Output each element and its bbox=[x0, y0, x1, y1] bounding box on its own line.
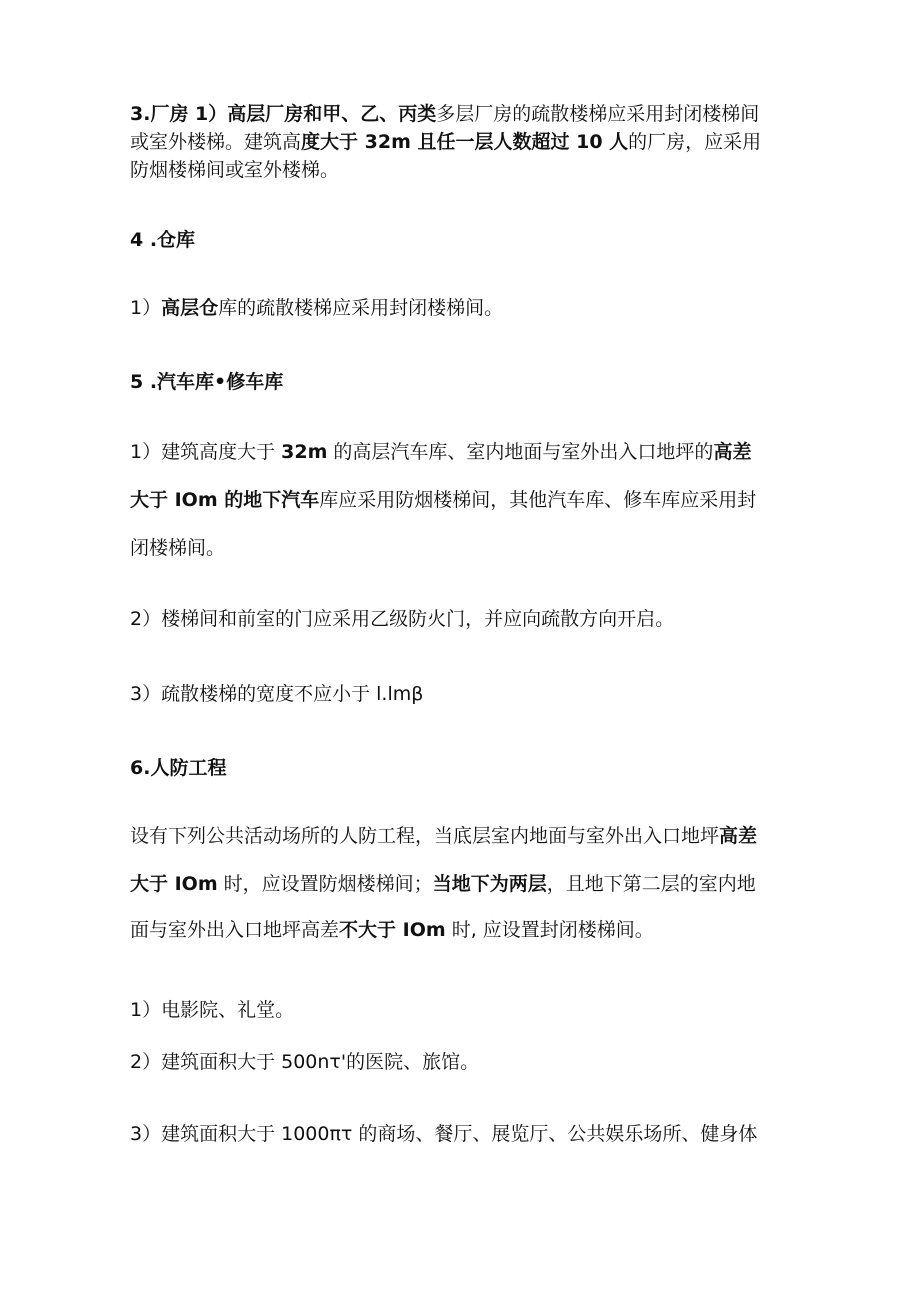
text: 1） bbox=[130, 297, 162, 319]
paragraph-garage-1-line-3 bbox=[130, 534, 795, 562]
text: 1）电影院、礼堂。 bbox=[130, 999, 295, 1021]
bold-text: 高差 bbox=[713, 441, 752, 463]
paragraph-factory-line-2 bbox=[130, 128, 795, 156]
bold-text: 大于 IOm 的地下汽车 bbox=[130, 489, 320, 511]
text: 库的疏散楼梯应采用封闭楼梯间。 bbox=[218, 297, 504, 319]
text: 3）疏散楼梯的宽度不应小于 l.lmβ bbox=[130, 683, 424, 705]
paragraph-civil-defense-line-2 bbox=[130, 870, 795, 898]
heading-warehouse: 4 .仓库 bbox=[130, 229, 196, 251]
text: ，且地下第二层的室内地 bbox=[546, 873, 756, 895]
text: 多层厂房的疏散楼梯应采用封闭楼梯间 bbox=[436, 103, 760, 125]
text: 2）建筑面积大于 500nτ'的医院、旅馆。 bbox=[130, 1051, 480, 1073]
heading-civil-defense: 6.人防工程 bbox=[130, 757, 227, 779]
text: 3）建筑面积大于 1000πτ 的商场、餐厅、展览厅、公共娱乐场所、健身体 bbox=[130, 1123, 758, 1145]
bold-text: 高层仓 bbox=[161, 297, 219, 319]
bold-text: 不大于 IOm bbox=[339, 919, 446, 941]
bold-text: 度大于 32m 且任一层人数超过 10 人 bbox=[301, 131, 629, 153]
text: 时，应设置防烟楼梯间； bbox=[217, 873, 433, 895]
heading-garage: 5 .汽车库•修车库 bbox=[130, 371, 284, 393]
text: 面与室外出入口地坪高差 bbox=[130, 919, 340, 941]
list-item-cinema bbox=[130, 996, 795, 1024]
paragraph-garage-1-line-1 bbox=[130, 438, 795, 466]
text: 闭楼梯间。 bbox=[130, 537, 226, 559]
list-item-hospital bbox=[130, 1048, 795, 1076]
paragraph-garage-1-line-2 bbox=[130, 486, 795, 514]
text: 的厂房，应采用 bbox=[628, 131, 762, 153]
paragraph-warehouse-1 bbox=[130, 294, 795, 322]
paragraph-civil-defense-line-1 bbox=[130, 822, 795, 850]
bold-text: 高差 bbox=[719, 825, 758, 847]
paragraph-factory-line-1 bbox=[130, 100, 795, 128]
list-item-mall bbox=[130, 1120, 795, 1148]
text: 设有下列公共活动场所的人防工程，当底层室内地面与室外出入口地坪 bbox=[130, 825, 720, 847]
paragraph-civil-defense-line-3 bbox=[130, 916, 795, 944]
paragraph-factory-line-3 bbox=[130, 156, 795, 184]
text: 的高层汽车库、室内地面与室外出入口地坪的 bbox=[327, 441, 714, 463]
bold-text: 3.厂房 1）高层厂房和甲、乙、丙类 bbox=[130, 103, 437, 125]
text: 2）楼梯间和前室的门应采用乙级防火门，并应向疏散方向开启。 bbox=[130, 608, 675, 630]
bold-text: 32m bbox=[281, 441, 328, 463]
paragraph-garage-3 bbox=[130, 680, 795, 708]
text: 库应采用防烟楼梯间，其他汽车库、修车库应采用封 bbox=[319, 489, 757, 511]
text: 时, 应设置封闭楼梯间。 bbox=[445, 919, 654, 941]
bold-text: 当地下为两层 bbox=[432, 873, 547, 895]
text: 防烟楼梯间或室外楼梯。 bbox=[130, 159, 340, 181]
text: 或室外楼梯。建筑高 bbox=[130, 131, 302, 153]
paragraph-garage-2 bbox=[130, 605, 795, 633]
text: 1）建筑高度大于 bbox=[130, 441, 282, 463]
bold-text: 大于 IOm bbox=[130, 873, 218, 895]
